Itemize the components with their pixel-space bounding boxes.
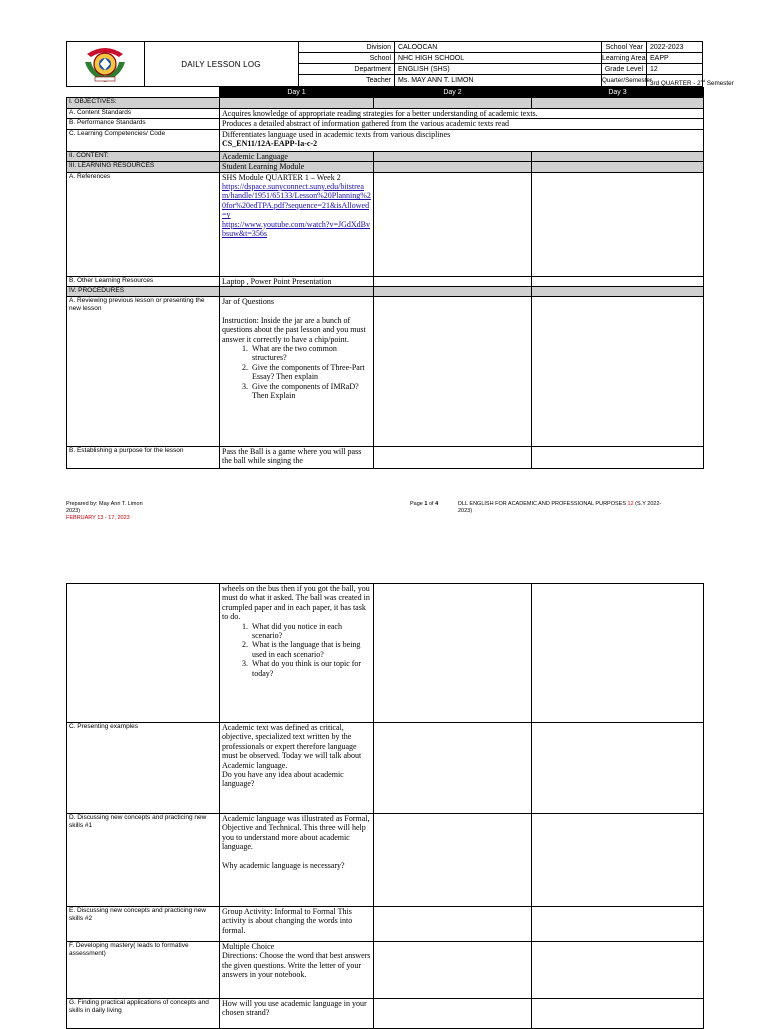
- references-label: A. References: [67, 172, 220, 276]
- department-label: Department: [298, 64, 395, 75]
- department-value: ENGLISH (SHS): [395, 64, 602, 75]
- page-2: [0, 540, 768, 1024]
- objectives-heading: I. OBJECTIVES:: [67, 98, 220, 109]
- day-1-header: Day 1: [220, 88, 374, 98]
- performance-standards-row: [67, 119, 704, 129]
- quarter-label: Quarter/Semester: [602, 77, 653, 84]
- procedure-b-content-part2: wheels on the bus then if you got the ball, you must do what it asked. The ball was created in crumpled paper and in each paper, it has task to do. 1. What did you notice in each scenario? 2. What is the language that is being used in each scenario? 3. What do you think is our topic for today?: [220, 584, 374, 723]
- header-table: [66, 41, 734, 88]
- procedure-c-content: Academic text was defined as critical, objective, specialized text written by the professionals or expert therefore language must be observed. Today we will talk about Academic language. Do you have any idea about academic language?: [220, 723, 374, 814]
- references-value: SHS Module QUARTER 1 – Week 2 https://dspace.sunyconnect.suny.edu/bitstream/handle/1951/65133/Lesson%20Planning%20for%20edTPA.pdf?sequence=21&isAllowed=y https://www.youtube.com/watch?v=JGdXdBvbsuw&t=356s: [220, 172, 374, 276]
- grade-level-value: 12: [647, 64, 702, 75]
- list-item: 3. What do you think is our topic for today?: [250, 659, 371, 678]
- list-item: 1. What did you notice in each scenario?: [250, 622, 371, 641]
- lesson-table-page-1: [66, 87, 704, 469]
- content-standards-row: [67, 109, 704, 119]
- procedure-d-row: [67, 814, 704, 907]
- procedures-section: [67, 287, 704, 297]
- procedure-a-label: A. Reviewing previous lesson or presenting the new lesson: [67, 297, 220, 447]
- logo-cell: [67, 42, 145, 86]
- reference-link-youtube[interactable]: https://www.youtube.com/watch?v=JGdXdBvbsuw&t=356s: [222, 219, 370, 239]
- day-header-row: [67, 88, 704, 98]
- list-item: 1. What are the two common structures?: [250, 344, 371, 363]
- procedure-a-list: [222, 344, 371, 400]
- content-section: [67, 151, 704, 161]
- date-range: FEBRUARY 13 - 17, 2023: [66, 515, 130, 521]
- prepared-by: Prepared by: May Ann T. Limon 2023): [66, 501, 143, 514]
- procedure-a-content: [220, 297, 374, 447]
- procedure-e-content: Group Activity: Informal to Formal This activity is about changing the words into formal.: [220, 907, 374, 942]
- division-label: Division: [298, 42, 395, 53]
- procedure-f-label: F. Developing mastery( leads to formative assessment): [67, 942, 220, 999]
- content-standards-label: A. Content Standards: [67, 109, 220, 119]
- learning-area-label: Learning Area: [602, 55, 646, 62]
- day-3-header: Day 3: [532, 88, 704, 98]
- school-year-label: School Year: [602, 42, 647, 53]
- performance-standards-label: B. Performance Standards: [67, 119, 220, 129]
- list-item: 2. Give the components of Three-Part Essay? Then explain: [250, 363, 371, 382]
- log-title: DAILY LESSON LOG: [144, 42, 299, 86]
- procedure-a-row: [67, 297, 704, 447]
- competencies-row: [67, 129, 704, 151]
- procedure-e-row: [67, 907, 704, 942]
- grade-level-label: Grade Level: [602, 64, 647, 75]
- subject-footer: DLL ENGLISH FOR ACADEMIC AND PROFESSIONAL PURPOSES 12 (S.Y 2022- 2023): [458, 501, 662, 514]
- procedure-b-label: B. Establishing a purpose for the lesson: [67, 447, 220, 469]
- competency-code: CS_EN11/12A-EAPP-Ia-c-2: [222, 139, 318, 149]
- lesson-table-page-2: [66, 583, 704, 1029]
- procedure-f-content: Multiple Choice Directions: Choose the word that best answers the given questions. Write the letter of your answers in your notebook.: [220, 942, 374, 999]
- learning-area-value: EAPP: [647, 53, 702, 64]
- content-heading: II. CONTENT:: [67, 151, 220, 161]
- resources-value: Student Learning Module: [220, 162, 374, 172]
- procedure-b-continued-row: [67, 584, 704, 723]
- list-item: 3. Give the components of IMRaD? Then Explain: [250, 382, 371, 401]
- procedure-b-list: [222, 622, 371, 678]
- procedure-c-row: [67, 723, 704, 814]
- procedure-d-label: D. Discussing new concepts and practicing new skills #1: [67, 814, 220, 907]
- procedure-g-label: G. Finding practical applications of concepts and skills in daily living: [67, 999, 220, 1029]
- reference-link-dspace[interactable]: https://dspace.sunyconnect.suny.edu/bitstream/handle/1951/65133/Lesson%20Planning%20for%20edTPA.pdf?sequence=21&isAllowed=y: [222, 182, 371, 220]
- resources-section: [67, 162, 704, 172]
- teacher-label: Teacher: [298, 75, 395, 86]
- school-value: NHC HIGH SCHOOL: [395, 53, 602, 64]
- procedure-b-content-part1: Pass the Ball is a game where you will pass the ball while singing the: [220, 447, 374, 469]
- procedure-a-instruction: Instruction: Inside the jar are a bunch of questions about the past lesson and you must answer it correctly to have a chip/point.: [222, 315, 366, 344]
- competencies-value: Differentiates language used in academic texts from various disciplines CS_EN11/12A-EAPP-Ia-c-2: [220, 129, 704, 151]
- other-resources-value: Laptop , Power Point Presentation: [220, 276, 374, 286]
- school-seal-logo: [81, 44, 129, 84]
- procedure-b-row: [67, 447, 704, 469]
- procedure-e-label: E. Discussing new concepts and practicing new skills #2: [67, 907, 220, 942]
- resources-heading: III. LEARNING RESOURCES: [67, 162, 220, 172]
- performance-standards-value: Produces a detailed abstract of information gathered from the various academic texts read: [220, 119, 704, 129]
- competencies-label: C. Learning Competencies/ Code: [67, 129, 220, 151]
- references-row: [67, 172, 704, 276]
- procedure-a-title: Jar of Questions: [222, 297, 274, 307]
- procedure-f-row: [67, 942, 704, 999]
- day-2-header: Day 2: [374, 88, 532, 98]
- teacher-value: Ms. MAY ANN T. LIMON: [395, 75, 602, 86]
- procedures-heading: IV. PROCEDURES: [67, 287, 220, 297]
- other-resources-label: B. Other Learning Resources: [67, 276, 220, 286]
- school-year-value: 2022-2023: [647, 42, 702, 53]
- procedure-c-label: C. Presenting examples: [67, 723, 220, 814]
- content-value: Academic Language: [220, 151, 374, 161]
- list-item: 2. What is the language that is being used in each scenario?: [250, 640, 371, 659]
- procedure-g-row: [67, 999, 704, 1029]
- page-number: Page 1 of 4: [410, 501, 439, 507]
- objectives-section: [67, 98, 704, 109]
- other-resources-row: [67, 276, 704, 286]
- procedure-g-content: How will you use academic language in your chosen strand?: [220, 999, 374, 1029]
- procedure-d-content: Academic language was illustrated as Formal, Objective and Technical. This three will help you to understand more about academic language. Why academic language is necessary?: [220, 814, 374, 907]
- quarter-value: 3rd QUARTER - 2nd Semester: [650, 78, 734, 88]
- division-value: CALOOCAN: [395, 42, 602, 53]
- content-standards-value: Acquires knowledge of appropriate reading strategies for a better understanding of academic texts.: [220, 109, 704, 119]
- school-label: School: [298, 53, 395, 64]
